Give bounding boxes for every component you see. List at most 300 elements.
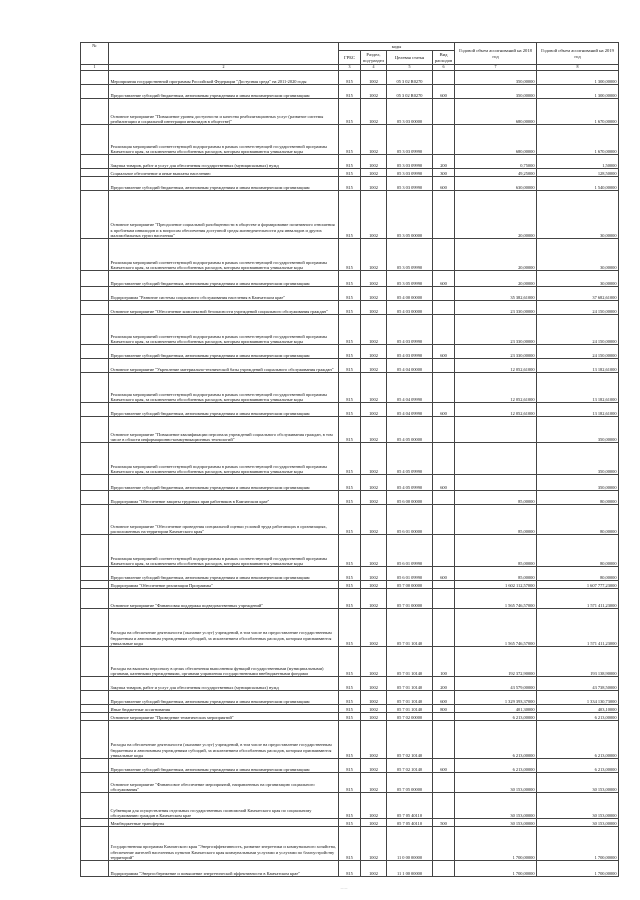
- row-amount-2019-cell: 1 670,00000: [537, 125, 619, 155]
- row-section-cell: 1002: [361, 567, 387, 581]
- row-amount-2019-cell: 13 182,61000: [537, 403, 619, 417]
- row-expense-type-cell: [433, 713, 455, 721]
- row-amount-2019-cell: 30 153,00000: [537, 793, 619, 819]
- row-amount-2018-cell: 1 565 746,57000: [455, 589, 537, 609]
- row-name-cell: Подпрограмма "Обеспечение защиты трудовых прав работников в Камчатском крае": [109, 491, 339, 505]
- row-amount-2019-cell: 80,00000: [537, 505, 619, 535]
- row-target-article-cell: 11 0 00 00000: [387, 827, 433, 861]
- row-amount-2018-cell: [455, 417, 537, 443]
- row-grbs-cell: 815: [339, 71, 361, 85]
- row-expense-type-cell: [433, 417, 455, 443]
- row-expense-type-cell: [433, 443, 455, 475]
- row-amount-2018-cell: 12 052,61000: [455, 403, 537, 417]
- row-name-cell: Реализация мероприятий соответствующей подпрограммы в рамках соответствующей государственной программы Камчатского края, за исключением обособленных расходов, которым присваиваются уникальные коды: [109, 535, 339, 567]
- row-expense-type-cell: 600: [433, 177, 455, 191]
- row-name-cell: Предоставление субсидий бюджетным, автономным учреждениям и иным некоммерческим организациям: [109, 177, 339, 191]
- table-row: [81, 491, 619, 505]
- row-section-cell: 1002: [361, 287, 387, 301]
- row-expense-type-cell: 200: [433, 155, 455, 169]
- row-number-cell: [81, 721, 109, 759]
- table-row: [81, 705, 619, 713]
- row-amount-2019-cell: 350,00000: [537, 417, 619, 443]
- row-name-cell: Основное мероприятие "Финансовая поддержка подведомственных учреждений": [109, 589, 339, 609]
- row-grbs-cell: 815: [339, 443, 361, 475]
- row-amount-2018-cell: 350,00000: [455, 71, 537, 85]
- row-amount-2019-cell: 403,10000: [537, 705, 619, 713]
- row-grbs-cell: 815: [339, 125, 361, 155]
- row-expense-type-cell: 500: [433, 819, 455, 827]
- table-row: [81, 647, 619, 677]
- row-grbs-cell: 815: [339, 417, 361, 443]
- table-row: [81, 191, 619, 239]
- table-row: [81, 773, 619, 793]
- table-row: [81, 793, 619, 819]
- row-section-cell: 1002: [361, 589, 387, 609]
- row-amount-2018-cell: 1 700,00000: [455, 827, 537, 861]
- table-row: [81, 301, 619, 315]
- row-section-cell: 1002: [361, 125, 387, 155]
- row-number-cell: [81, 475, 109, 491]
- row-amount-2019-cell: 6 213,00000: [537, 759, 619, 773]
- table-row: [81, 155, 619, 169]
- row-target-article-cell: 05 7 01 10140: [387, 647, 433, 677]
- column-index-cell: 3: [339, 65, 361, 71]
- row-amount-2019-cell: 1 300,00000: [537, 85, 619, 99]
- row-section-cell: 1002: [361, 403, 387, 417]
- table-row: [81, 345, 619, 359]
- row-grbs-cell: 815: [339, 567, 361, 581]
- row-expense-type-cell: 300: [433, 169, 455, 177]
- row-target-article-cell: 05 7 02 10140: [387, 721, 433, 759]
- row-name-cell: Предоставление субсидий бюджетным, автономным учреждениям и иным некоммерческим организациям: [109, 403, 339, 417]
- table-row: [81, 819, 619, 827]
- row-name-cell: Закупка товаров, работ и услуг для обеспечения государственных (муниципальных) нужд: [109, 155, 339, 169]
- budget-table-sheet: [80, 42, 618, 877]
- row-name-cell: Закупка товаров, работ и услуг для обеспечения государственных (муниципальных) нужд: [109, 677, 339, 691]
- row-expense-type-cell: 600: [433, 345, 455, 359]
- row-grbs-cell: 815: [339, 155, 361, 169]
- row-number-cell: [81, 359, 109, 373]
- table-row: [81, 691, 619, 705]
- row-amount-2018-cell: [455, 475, 537, 491]
- row-section-cell: 1002: [361, 647, 387, 677]
- row-amount-2019-cell: 30,00000: [537, 271, 619, 287]
- header-target-article: Целевая статья: [387, 51, 433, 65]
- row-target-article-cell: 05 6 01 09990: [387, 567, 433, 581]
- column-index-cell: 6: [433, 65, 455, 71]
- row-grbs-cell: 815: [339, 169, 361, 177]
- row-name-cell: Подпрограмма "Энергосбережение и повышение энергетической эффективности в Камчатском крае": [109, 861, 339, 877]
- row-expense-type-cell: [433, 491, 455, 505]
- row-expense-type-cell: [433, 301, 455, 315]
- row-section-cell: 1002: [361, 705, 387, 713]
- row-name-cell: Государственная программа Камчатского края "Энергоэффективность, развитие энергетики и коммунального хозяйства, обеспечение жителей населенных пунктов Камчатского края коммунальными услугами и услугами по благоустройству территорий": [109, 827, 339, 861]
- row-section-cell: 1002: [361, 271, 387, 287]
- row-amount-2019-cell: 350,00000: [537, 443, 619, 475]
- row-grbs-cell: 815: [339, 759, 361, 773]
- row-name-cell: Реализация мероприятий соответствующей подпрограммы в рамках соответствующей государственной программы Камчатского края, за исключением обособленных расходов, которым присваиваются уникальные коды: [109, 443, 339, 475]
- row-target-article-cell: 05 3 02 R0270: [387, 71, 433, 85]
- row-amount-2018-cell: 1 602 112,57000: [455, 581, 537, 589]
- row-amount-2019-cell: 6 213,00000: [537, 713, 619, 721]
- row-expense-type-cell: [433, 99, 455, 125]
- row-expense-type-cell: [433, 861, 455, 877]
- row-target-article-cell: 05 3 03 09990: [387, 177, 433, 191]
- row-number-cell: [81, 677, 109, 691]
- row-number-cell: [81, 99, 109, 125]
- row-amount-2019-cell: 80,00000: [537, 491, 619, 505]
- row-amount-2019-cell: 1 300,00000: [537, 71, 619, 85]
- header-expense-type: Вид расходов: [433, 51, 455, 65]
- row-target-article-cell: 05 3 05 00000: [387, 191, 433, 239]
- row-section-cell: 1002: [361, 691, 387, 705]
- table-row: [81, 403, 619, 417]
- row-section-cell: 1002: [361, 505, 387, 535]
- row-number-cell: [81, 403, 109, 417]
- table-row: [81, 169, 619, 177]
- row-grbs-cell: 815: [339, 721, 361, 759]
- row-number-cell: [81, 85, 109, 99]
- row-target-article-cell: 05 7 05 00000: [387, 773, 433, 793]
- row-section-cell: 1002: [361, 475, 387, 491]
- row-grbs-cell: 815: [339, 177, 361, 191]
- row-name-cell: Основное мероприятие "Повышение квалификации персонала учреждений социального обслуживания граждан, в том числе в области информационно-коммуникационных технологий": [109, 417, 339, 443]
- row-number-cell: [81, 819, 109, 827]
- table-row: [81, 125, 619, 155]
- row-grbs-cell: 815: [339, 239, 361, 271]
- row-amount-2018-cell: 680,00000: [455, 125, 537, 155]
- row-number-cell: [81, 177, 109, 191]
- row-expense-type-cell: [433, 315, 455, 345]
- row-expense-type-cell: [433, 125, 455, 155]
- table-row: [81, 567, 619, 581]
- row-amount-2019-cell: 1 700,00000: [537, 861, 619, 877]
- row-amount-2019-cell: 6 213,00000: [537, 721, 619, 759]
- budget-allocation-table: [80, 42, 619, 877]
- row-grbs-cell: 815: [339, 713, 361, 721]
- row-number-cell: [81, 169, 109, 177]
- table-row: [81, 609, 619, 647]
- header-grbs: ГРБС: [339, 51, 361, 65]
- row-amount-2018-cell: 192 372,90000: [455, 647, 537, 677]
- table-row: [81, 505, 619, 535]
- row-target-article-cell: 05 4 00 00000: [387, 287, 433, 301]
- header-name-blank: [109, 43, 339, 65]
- row-number-cell: [81, 691, 109, 705]
- row-number-cell: [81, 647, 109, 677]
- row-section-cell: 1002: [361, 85, 387, 99]
- row-amount-2019-cell: 1 700,00000: [537, 827, 619, 861]
- row-expense-type-cell: [433, 721, 455, 759]
- row-grbs-cell: 815: [339, 609, 361, 647]
- table-row: [81, 827, 619, 861]
- table-header: [81, 43, 619, 71]
- table-row: [81, 71, 619, 85]
- row-section-cell: 1002: [361, 359, 387, 373]
- row-section-cell: 1002: [361, 99, 387, 125]
- row-grbs-cell: 815: [339, 403, 361, 417]
- row-amount-2019-cell: 43 738,50000: [537, 677, 619, 691]
- row-number-cell: [81, 567, 109, 581]
- row-expense-type-cell: [433, 581, 455, 589]
- row-name-cell: Основное мероприятие "Преодоление социальной разобщенности в обществе и формирование позитивного отношения к проблемам инвалидов и к вопросам обеспечения доступной среды жизнедеятельности для инвалидов и других маломобильных групп населения": [109, 191, 339, 239]
- table-row: [81, 177, 619, 191]
- row-target-article-cell: 05 3 05 09990: [387, 239, 433, 271]
- table-row: [81, 417, 619, 443]
- row-amount-2019-cell: 13 182,61000: [537, 359, 619, 373]
- row-name-cell: Основное мероприятие "Проведение тематических мероприятий": [109, 713, 339, 721]
- row-expense-type-cell: [433, 191, 455, 239]
- row-number-cell: [81, 827, 109, 861]
- row-amount-2019-cell: 350,00000: [537, 475, 619, 491]
- row-grbs-cell: 815: [339, 827, 361, 861]
- row-target-article-cell: 05 7 05 40110: [387, 793, 433, 819]
- table-row: [81, 861, 619, 877]
- row-amount-2018-cell: 401,30000: [455, 705, 537, 713]
- header-year-2019: Годовой объем ассигнований на 2019 год: [537, 43, 619, 65]
- row-amount-2019-cell: 1 571 411,23000: [537, 589, 619, 609]
- row-number-cell: [81, 239, 109, 271]
- row-grbs-cell: 815: [339, 85, 361, 99]
- row-amount-2019-cell: 30 153,00000: [537, 773, 619, 793]
- row-number-cell: [81, 71, 109, 85]
- row-grbs-cell: 815: [339, 345, 361, 359]
- row-section-cell: 1002: [361, 581, 387, 589]
- row-target-article-cell: 05 4 04 09990: [387, 373, 433, 403]
- row-number-cell: [81, 773, 109, 793]
- row-section-cell: 1002: [361, 345, 387, 359]
- row-name-cell: Предоставление субсидий бюджетным, автономным учреждениям и иным некоммерческим организациям: [109, 475, 339, 491]
- row-amount-2018-cell: 43 579,00000: [455, 677, 537, 691]
- table-row: [81, 677, 619, 691]
- column-index-cell: 1: [81, 65, 109, 71]
- row-section-cell: 1002: [361, 169, 387, 177]
- row-expense-type-cell: 600: [433, 759, 455, 773]
- table-row: [81, 359, 619, 373]
- row-name-cell: Основное мероприятие "Обеспечение комплексной безопасности учреждений социального обслуживания граждан": [109, 301, 339, 315]
- row-target-article-cell: 11 1 00 00000: [387, 861, 433, 877]
- row-target-article-cell: 05 4 03 00000: [387, 301, 433, 315]
- row-section-cell: 1002: [361, 609, 387, 647]
- row-name-cell: Расходы на выплаты персоналу в целях обеспечения выполнения функций государственными (муниципальными) органами, казенными учреждениями, органами управления государственными внебюджетными фондами: [109, 647, 339, 677]
- row-grbs-cell: 815: [339, 647, 361, 677]
- row-name-cell: Предоставление субсидий бюджетным, автономным учреждениям и иным некоммерческим организациям: [109, 691, 339, 705]
- header-section: Раздел, под-раздел: [361, 51, 387, 65]
- table-row: [81, 443, 619, 475]
- row-section-cell: 1002: [361, 861, 387, 877]
- row-number-cell: [81, 155, 109, 169]
- row-grbs-cell: 815: [339, 581, 361, 589]
- row-amount-2018-cell: 49,25000: [455, 169, 537, 177]
- page-footer-mark: — —: [340, 886, 348, 890]
- row-expense-type-cell: 600: [433, 403, 455, 417]
- row-section-cell: 1002: [361, 713, 387, 721]
- row-target-article-cell: 05 7 01 10140: [387, 677, 433, 691]
- table-row: [81, 85, 619, 99]
- row-amount-2018-cell: 12 052,61000: [455, 359, 537, 373]
- row-amount-2019-cell: 1 571 411,23000: [537, 609, 619, 647]
- row-expense-type-cell: [433, 793, 455, 819]
- row-amount-2019-cell: 24 150,00000: [537, 301, 619, 315]
- row-amount-2019-cell: 1 540,00000: [537, 177, 619, 191]
- row-grbs-cell: 815: [339, 793, 361, 819]
- row-grbs-cell: 815: [339, 773, 361, 793]
- row-amount-2018-cell: 12 052,61000: [455, 373, 537, 403]
- row-expense-type-cell: [433, 609, 455, 647]
- row-target-article-cell: 05 7 01 00000: [387, 589, 433, 609]
- row-number-cell: [81, 417, 109, 443]
- row-number-cell: [81, 535, 109, 567]
- row-section-cell: 1002: [361, 191, 387, 239]
- row-section-cell: 1002: [361, 315, 387, 345]
- row-amount-2018-cell: 350,00000: [455, 85, 537, 99]
- column-index-cell: 7: [455, 65, 537, 71]
- row-section-cell: 1002: [361, 177, 387, 191]
- row-amount-2018-cell: 6 213,00000: [455, 759, 537, 773]
- column-index-cell: 5: [387, 65, 433, 71]
- row-amount-2018-cell: 30 153,00000: [455, 773, 537, 793]
- row-section-cell: 1002: [361, 827, 387, 861]
- row-amount-2018-cell: 0,75000: [455, 155, 537, 169]
- row-number-cell: [81, 125, 109, 155]
- row-section-cell: 1002: [361, 819, 387, 827]
- row-number-cell: [81, 345, 109, 359]
- row-expense-type-cell: 600: [433, 85, 455, 99]
- row-number-cell: [81, 271, 109, 287]
- row-number-cell: [81, 589, 109, 609]
- row-name-cell: Расходы на обеспечение деятельности (оказание услуг) учреждений, в том числе на предоставление государственным бюджетным и автономным учреждениям субсидий, за исключением обособленных расходов, которым присваиваются уникальные коды: [109, 721, 339, 759]
- row-expense-type-cell: [433, 373, 455, 403]
- row-target-article-cell: 05 4 05 09990: [387, 443, 433, 475]
- row-grbs-cell: 815: [339, 271, 361, 287]
- row-target-article-cell: 05 3 02 R0270: [387, 85, 433, 99]
- row-expense-type-cell: [433, 359, 455, 373]
- row-grbs-cell: 815: [339, 373, 361, 403]
- row-section-cell: 1002: [361, 71, 387, 85]
- row-expense-type-cell: [433, 287, 455, 301]
- row-amount-2018-cell: 30 153,00000: [455, 819, 537, 827]
- row-expense-type-cell: 600: [433, 475, 455, 491]
- row-amount-2019-cell: 30,00000: [537, 191, 619, 239]
- row-expense-type-cell: [433, 505, 455, 535]
- row-name-cell: Основное мероприятие "Финансовое обеспечение мероприятий, направленных на организацию социального обслуживания": [109, 773, 339, 793]
- row-section-cell: 1002: [361, 443, 387, 475]
- row-expense-type-cell: [433, 589, 455, 609]
- row-name-cell: Реализация мероприятий соответствующей подпрограммы в рамках соответствующей государственной программы Камчатского края, за исключением обособленных расходов, которым присваиваются уникальные коды: [109, 125, 339, 155]
- row-grbs-cell: 815: [339, 191, 361, 239]
- row-number-cell: [81, 713, 109, 721]
- row-amount-2019-cell: 80,00000: [537, 567, 619, 581]
- row-grbs-cell: 815: [339, 315, 361, 345]
- row-number-cell: [81, 505, 109, 535]
- row-name-cell: Предоставление субсидий бюджетным, автономным учреждениям и иным некоммерческим организациям: [109, 85, 339, 99]
- row-amount-2019-cell: 13 182,61000: [537, 373, 619, 403]
- row-amount-2018-cell: 20,00000: [455, 191, 537, 239]
- row-target-article-cell: 05 7 05 40110: [387, 819, 433, 827]
- row-section-cell: 1002: [361, 793, 387, 819]
- row-amount-2019-cell: 1 334 130,73000: [537, 691, 619, 705]
- row-name-cell: Межбюджетные трансферты: [109, 819, 339, 827]
- row-name-cell: Реализация мероприятий соответствующей подпрограммы в рамках соответствующей государственной программы Камчатского края, за исключением обособленных расходов, которым присваиваются уникальные коды: [109, 315, 339, 345]
- header-number: №: [81, 43, 109, 65]
- column-index-cell: 2: [109, 65, 339, 71]
- row-amount-2018-cell: 23 330,00000: [455, 301, 537, 315]
- table-row: [81, 589, 619, 609]
- header-codes: коды: [339, 43, 455, 51]
- row-number-cell: [81, 373, 109, 403]
- row-amount-2019-cell: 24 150,00000: [537, 315, 619, 345]
- row-amount-2018-cell: 85,00000: [455, 491, 537, 505]
- row-expense-type-cell: 800: [433, 705, 455, 713]
- row-number-cell: [81, 315, 109, 345]
- row-amount-2018-cell: 23 330,00000: [455, 315, 537, 345]
- row-amount-2018-cell: 20,00000: [455, 271, 537, 287]
- row-grbs-cell: 815: [339, 691, 361, 705]
- row-target-article-cell: 05 7 00 00000: [387, 581, 433, 589]
- row-grbs-cell: 815: [339, 819, 361, 827]
- row-name-cell: Иные бюджетные ассигнования: [109, 705, 339, 713]
- row-number-cell: [81, 491, 109, 505]
- table-body: [81, 71, 619, 877]
- row-expense-type-cell: 600: [433, 271, 455, 287]
- row-name-cell: Основное мероприятие "Повышение уровня доступности и качества реабилитационных услуг (развитие системы реабилитации и социальной интеграции инвалидов в обществе)": [109, 99, 339, 125]
- row-amount-2018-cell: 630,00000: [455, 177, 537, 191]
- row-grbs-cell: 815: [339, 589, 361, 609]
- row-name-cell: Предоставление субсидий бюджетным, автономным учреждениям и иным некоммерческим организациям: [109, 567, 339, 581]
- table-row: [81, 99, 619, 125]
- row-grbs-cell: 815: [339, 301, 361, 315]
- row-name-cell: Подпрограмма "Обеспечение реализации Программы": [109, 581, 339, 589]
- row-section-cell: 1002: [361, 773, 387, 793]
- table-row: [81, 581, 619, 589]
- row-expense-type-cell: [433, 239, 455, 271]
- row-grbs-cell: 815: [339, 505, 361, 535]
- row-name-cell: Предоставление субсидий бюджетным, автономным учреждениям и иным некоммерческим организациям: [109, 271, 339, 287]
- row-grbs-cell: 815: [339, 861, 361, 877]
- row-expense-type-cell: 100: [433, 647, 455, 677]
- row-grbs-cell: 815: [339, 359, 361, 373]
- table-row: [81, 475, 619, 491]
- row-target-article-cell: 05 4 05 09990: [387, 475, 433, 491]
- table-row: [81, 721, 619, 759]
- row-expense-type-cell: [433, 827, 455, 861]
- row-amount-2018-cell: 85,00000: [455, 505, 537, 535]
- row-expense-type-cell: [433, 71, 455, 85]
- row-target-article-cell: 05 7 01 10140: [387, 609, 433, 647]
- row-section-cell: 1002: [361, 491, 387, 505]
- row-target-article-cell: 05 7 02 10140: [387, 759, 433, 773]
- row-amount-2018-cell: 85,00000: [455, 567, 537, 581]
- row-number-cell: [81, 705, 109, 713]
- row-section-cell: 1002: [361, 417, 387, 443]
- row-target-article-cell: 05 7 02 00000: [387, 713, 433, 721]
- row-amount-2019-cell: 1 670,00000: [537, 99, 619, 125]
- row-target-article-cell: 05 4 04 00000: [387, 359, 433, 373]
- row-amount-2018-cell: 6 213,00000: [455, 721, 537, 759]
- table-row: [81, 239, 619, 271]
- table-row: [81, 535, 619, 567]
- row-number-cell: [81, 861, 109, 877]
- row-target-article-cell: 05 6 01 09990: [387, 535, 433, 567]
- row-section-cell: 1002: [361, 155, 387, 169]
- table-row: [81, 373, 619, 403]
- row-amount-2018-cell: 35 382,61000: [455, 287, 537, 301]
- row-target-article-cell: 05 3 03 09990: [387, 125, 433, 155]
- row-amount-2018-cell: 20,00000: [455, 239, 537, 271]
- row-amount-2018-cell: 1 565 746,57000: [455, 609, 537, 647]
- row-amount-2018-cell: 1 700,00000: [455, 861, 537, 877]
- row-amount-2018-cell: 6 213,00000: [455, 713, 537, 721]
